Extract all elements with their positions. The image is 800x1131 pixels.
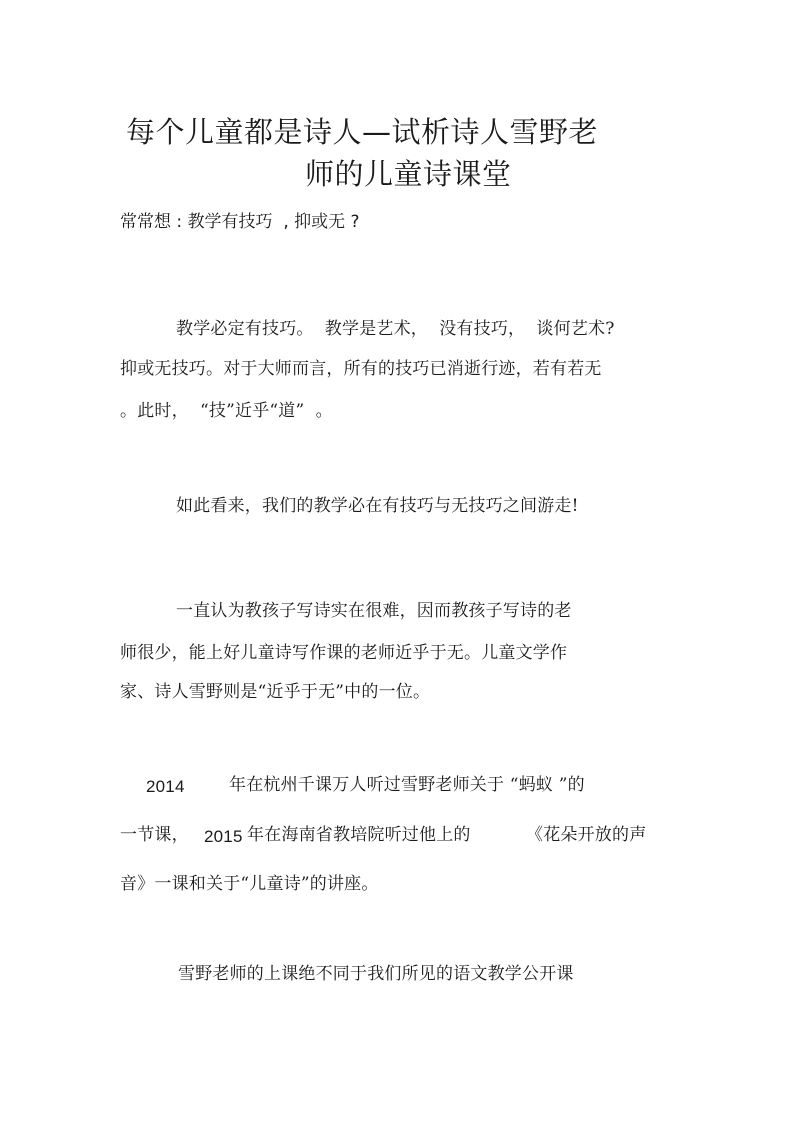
paragraph-4-line-2-end: 《花朵开放的声 <box>526 825 647 845</box>
paragraph-4-year-2015: 2015 <box>204 827 243 846</box>
paragraph-1-line-1: 教学必定有技巧。 教学是艺术， 没有技巧， 谈何艺术? <box>176 319 615 339</box>
document-title-line-1: 每个儿童都是诗人—试析诗人雪野老 <box>126 115 599 149</box>
paragraph-2-line-1: 如此看来，我们的教学必在有技巧与无技巧之间游走! <box>176 496 579 516</box>
paragraph-4-year-2014: 2014 <box>146 777 185 796</box>
paragraph-3-line-3: 家、诗人雪野则是“近乎于无”中的一位。 <box>120 682 431 702</box>
paragraph-4-line-2-middle: 年在海南省教培院听过他上的 <box>247 825 471 845</box>
paragraph-3-line-1: 一直认为教孩子写诗实在很难，因而教孩子写诗的老 <box>176 601 572 621</box>
document-title-line-2: 师的儿童诗课堂 <box>305 157 512 191</box>
paragraph-3-line-2: 师很少，能上好儿童诗写作课的老师近乎于无。儿童文学作 <box>120 643 568 663</box>
paragraph-1-line-3: 。此时， “技”近乎“道” 。 <box>120 401 333 421</box>
paragraph-4-line-3: 音》一课和关于“儿童诗”的讲座。 <box>120 874 379 894</box>
paragraph-1-line-2: 抑或无技巧。对于大师而言，所有的技巧已消逝行迹，若有若无 <box>120 359 602 379</box>
paragraph-5-line-1: 雪野老师的上课绝不同于我们所见的语文教学公开课 <box>178 964 574 984</box>
document-subtitle: 常常想 : 教学有技巧 , 抑或无 ? <box>120 212 360 232</box>
paragraph-4-line-1: 年在杭州千课万人听过雪野老师关于 “蚂蚁 ”的 <box>229 775 585 795</box>
paragraph-4-line-2-start: 一节课， <box>120 825 189 845</box>
